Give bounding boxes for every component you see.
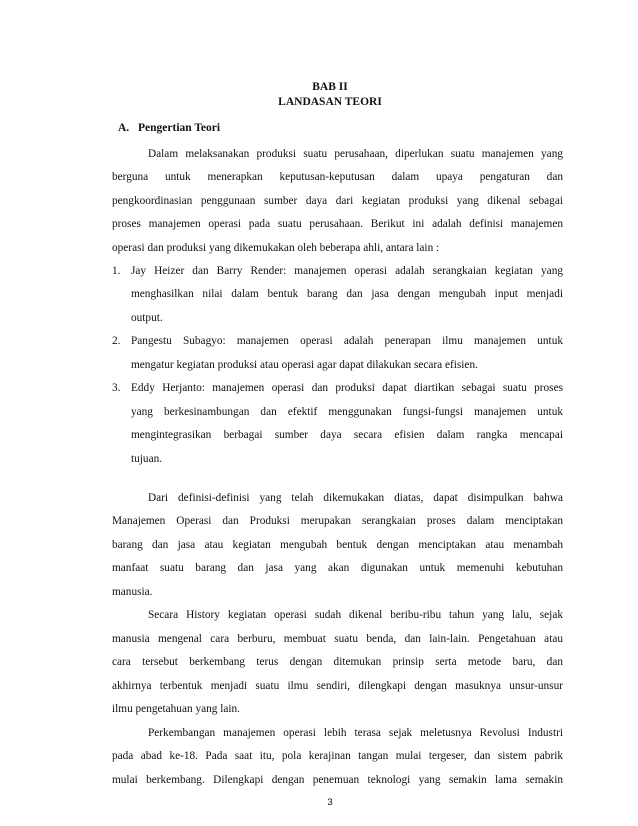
paragraph-line: Dari definisi-definisi yang telah dikemukakan diatas, dapat disimpulkan bahwa	[148, 492, 563, 504]
chapter-title: LANDASAN TEORI	[278, 96, 382, 108]
paragraph-line: Manajemen Operasi dan Produksi merupakan serangkaian proses dalam menciptakan	[112, 515, 563, 527]
paragraph-line: barang dan jasa atau kegiatan mengubah bentuk dengan menciptakan atau menambah	[112, 539, 563, 551]
list-item-line: yang berkesinambungan dan efektif menggunakan fungsi-fungsi manajemen untuk	[131, 406, 563, 418]
paragraph-line: berguna untuk menerapkan keputusan-keputusan dalam upaya pengaturan dan	[112, 171, 563, 183]
list-item-line: mengintegrasikan berbagai sumber daya secara efisien dalam rangka mencapai	[131, 429, 563, 441]
paragraph-line: proses manajemen operasi pada suatu perusahaan. Berikut ini adalah definisi manajemen	[112, 218, 563, 230]
list-number: 3.	[112, 382, 121, 394]
list-number: 1.	[112, 265, 121, 277]
list-item-line: Pangestu Subagyo: manajemen operasi adalah penerapan ilmu manajemen untuk	[131, 335, 563, 347]
paragraph-line: Perkembangan manajemen operasi lebih terasa sejak meletusnya Revolusi Industri	[148, 727, 563, 739]
paragraph-line: operasi dan produksi yang dikemukakan oleh beberapa ahli, antara lain :	[112, 242, 440, 254]
paragraph-line: pada abad ke-18. Pada saat itu, pola kerajinan tangan mulai tergeser, dan sistem pabrik	[112, 750, 563, 762]
page-number: 3	[327, 797, 333, 808]
paragraph-line: manusia mengenal cara berburu, membuat suatu benda, dan lain-lain. Pengetahuan atau	[112, 633, 563, 645]
paragraph-line: Dalam melaksanakan produksi suatu perusahaan, diperlukan suatu manajemen yang	[148, 148, 563, 160]
chapter-number: BAB II	[312, 81, 348, 93]
paragraph-line: manfaat suatu barang dan jasa yang akan digunakan untuk memenuhi kebutuhan	[112, 562, 563, 574]
list-item-line: menghasilkan nilai dalam bentuk barang dan jasa dengan mengubah input menjadi	[131, 288, 563, 300]
list-item-line: mengatur kegiatan produksi atau operasi agar dapat dilakukan secara efisien.	[131, 359, 478, 371]
paragraph-line: pengkoordinasian penggunaan sumber daya dari kegiatan produksi yang dikenal sebagai	[112, 195, 563, 207]
section-title: Pengertian Teori	[138, 122, 221, 134]
list-number: 2.	[112, 335, 121, 347]
list-item-line: tujuan.	[131, 453, 163, 465]
section-heading	[118, 122, 221, 134]
paragraph-line: ilmu pengetahuan yang lain.	[112, 703, 240, 715]
paragraph-line: cara tersebut berkembang terus dengan ditemukan prinsip serta metode baru, dan	[112, 656, 563, 668]
list-item-line: Jay Heizer dan Barry Render: manajemen operasi adalah serangkaian kegiatan yang	[131, 265, 563, 277]
paragraph-line: akhirnya terbentuk menjadi suatu ilmu sendiri, dilengkapi dengan masuknya unsur-unsur	[112, 680, 563, 692]
list-item-line: output.	[131, 312, 163, 324]
paragraph-line: mulai berkembang. Dilengkapi dengan penemuan teknologi yang semakin lama semakin	[112, 774, 563, 786]
section-letter: A.	[118, 122, 130, 134]
paragraph-line: manusia.	[112, 586, 153, 598]
paragraph-line: Secara History kegiatan operasi sudah dikenal beribu-ribu tahun yang lalu, sejak	[148, 609, 563, 621]
list-item-line: Eddy Herjanto: manajemen operasi dan produksi dapat diartikan sebagai suatu proses	[131, 382, 563, 394]
